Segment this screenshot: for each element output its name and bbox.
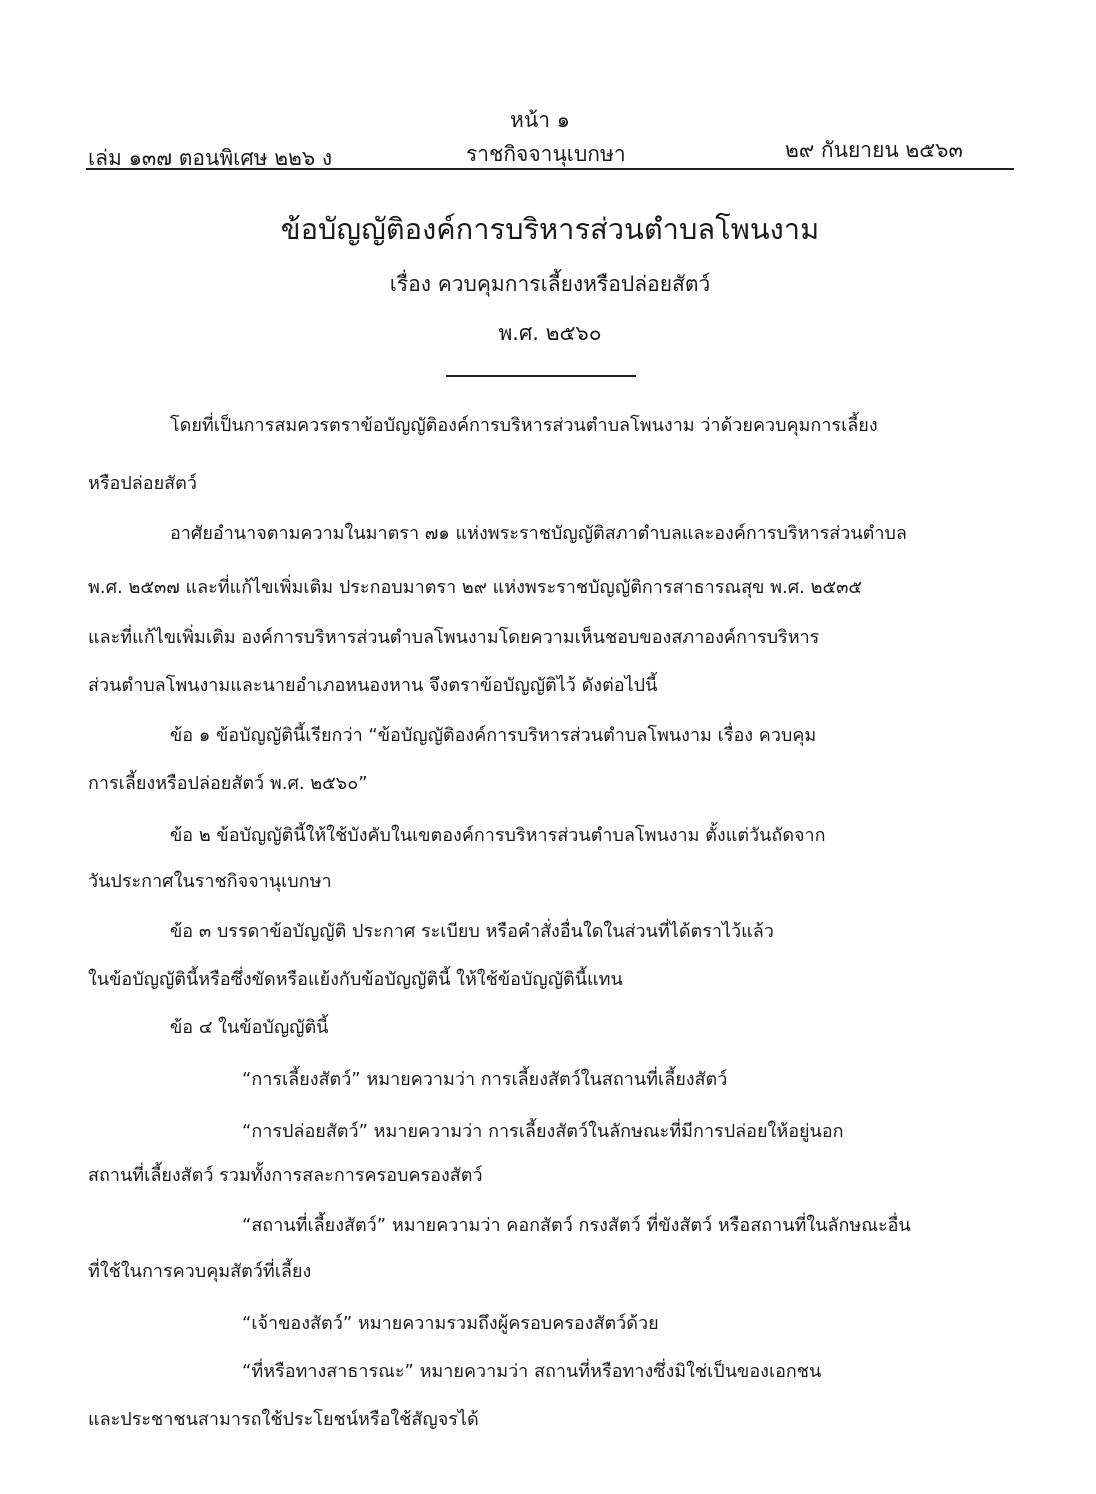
body-line: ส่วนตำบลโพนงามและนายอำเภอหนองหาน จึงตราข้อบัญญัติไว้ ดังต่อไปนี้ <box>88 675 658 696</box>
body-line: พ.ศ. ๒๕๓๗ และที่แก้ไขเพิ่มเติม ประกอบมาตรา ๒๙ แห่งพระราชบัญญัติการสาธารณสุข พ.ศ. ๒๕๓๕ <box>88 577 863 598</box>
body-line: วันประกาศในราชกิจจานุเบกษา <box>88 871 332 892</box>
body-line: ที่ใช้ในการควบคุมสัตว์ที่เลี้ยง <box>88 1261 312 1282</box>
page-number: หน้า ๑ <box>510 108 570 132</box>
body-line: และที่แก้ไขเพิ่มเติม องค์การบริหารส่วนตำบลโพนงามโดยความเห็นชอบของสภาองค์การบริหาร <box>88 627 820 648</box>
document-year: พ.ศ. ๒๕๖๐ <box>498 321 602 345</box>
body-line: การเลี้ยงหรือปล่อยสัตว์ พ.ศ. ๒๕๖๐” <box>88 773 368 794</box>
document-subject: เรื่อง ควบคุมการเลี้ยงหรือปล่อยสัตว์ <box>389 272 711 296</box>
header-divider <box>86 168 1014 170</box>
body-line: “สถานที่เลี้ยงสัตว์” หมายความว่า คอกสัตว์ กรงสัตว์ ที่ขังสัตว์ หรือสถานที่ในลักษณะอื่น <box>242 1215 911 1236</box>
body-line: สถานที่เลี้ยงสัตว์ รวมทั้งการสละการครอบครองสัตว์ <box>88 1165 483 1186</box>
body-line: ข้อ ๒ ข้อบัญญัตินี้ให้ใช้บังคับในเขตองค์การบริหารส่วนตำบลโพนงาม ตั้งแต่วันถัดจาก <box>170 825 826 846</box>
gazette-name: ราชกิจจานุเบกษา <box>466 142 626 166</box>
body-line: และประชาชนสามารถใช้ประโยชน์หรือใช้สัญจรได้ <box>88 1409 479 1430</box>
body-line: ข้อ ๔ ในข้อบัญญัตินี้ <box>170 1017 329 1038</box>
body-line: “เจ้าของสัตว์” หมายความรวมถึงผู้ครอบครองสัตว์ด้วย <box>242 1313 659 1334</box>
body-line: หรือปล่อยสัตว์ <box>88 473 197 494</box>
title-divider <box>446 375 636 377</box>
document-title: ข้อบัญญัติองค์การบริหารส่วนตำบลโพนงาม <box>280 212 820 246</box>
body-line: “ที่หรือทางสาธารณะ” หมายความว่า สถานที่หรือทางซึ่งมิใช่เป็นของเอกชน <box>242 1361 822 1382</box>
body-line: โดยที่เป็นการสมควรตราข้อบัญญัติองค์การบริหารส่วนตำบลโพนงาม ว่าด้วยควบคุมการเลี้ยง <box>170 415 878 436</box>
body-line: อาศัยอำนาจตามความในมาตรา ๗๑ แห่งพระราชบัญญัติสภาตำบลและองค์การบริหารส่วนตำบล <box>170 523 907 544</box>
body-line: ในข้อบัญญัตินี้หรือซึ่งขัดหรือแย้งกับข้อบัญญัตินี้ ให้ใช้ข้อบัญญัตินี้แทน <box>88 969 623 990</box>
body-line: ข้อ ๑ ข้อบัญญัตินี้เรียกว่า “ข้อบัญญัติองค์การบริหารส่วนตำบลโพนงาม เรื่อง ควบคุม <box>170 725 817 746</box>
body-line: “การปล่อยสัตว์” หมายความว่า การเลี้ยงสัตว์ในลักษณะที่มีการปล่อยให้อยู่นอก <box>242 1121 844 1142</box>
publish-date: ๒๙ กันยายน ๒๕๖๓ <box>785 138 963 162</box>
body-line: ข้อ ๓ บรรดาข้อบัญญัติ ประกาศ ระเบียบ หรือคำสั่งอื่นใดในส่วนที่ได้ตราไว้แล้ว <box>170 921 774 942</box>
body-line: “การเลี้ยงสัตว์” หมายความว่า การเลี้ยงสัตว์ในสถานที่เลี้ยงสัตว์ <box>242 1069 728 1090</box>
volume-issue: เล่ม ๑๓๗ ตอนพิเศษ ๒๒๖ ง <box>88 146 333 170</box>
